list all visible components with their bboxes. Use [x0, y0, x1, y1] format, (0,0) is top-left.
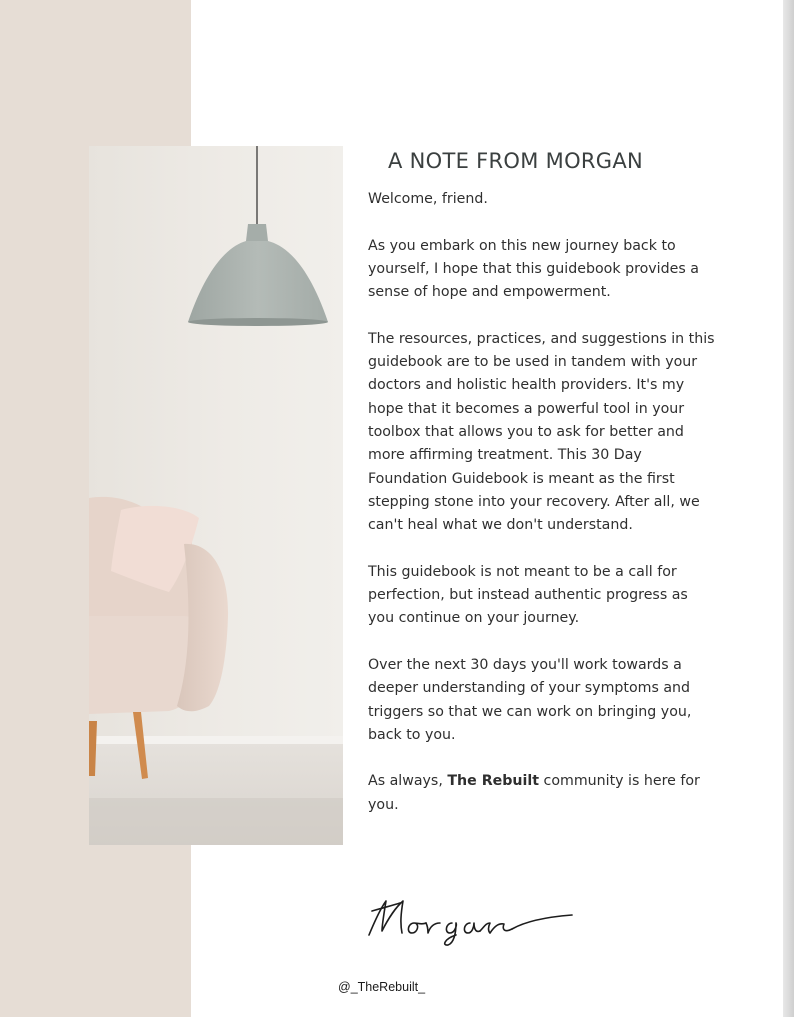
paragraph-next-30-days: Over the next 30 days you'll work towards a deeper understanding of your symptoms and triggers so that we can work on bringing you, back to you. — [368, 656, 692, 743]
closing-text-before: As always, — [368, 773, 448, 790]
closing-paragraph — [368, 770, 718, 817]
page-title: A NOTE FROM MORGAN — [388, 149, 644, 173]
handwritten-signature — [366, 893, 580, 947]
paragraph-progress: This guidebook is not meant to be a call for perfection, but instead authentic progress as you continue on your journey. — [368, 563, 688, 627]
greeting: Welcome, friend. — [368, 191, 488, 207]
closing-text-after: community is here for you. — [368, 773, 700, 813]
letter-body — [368, 188, 718, 840]
interior-photo — [89, 146, 343, 845]
brand-name: The Rebuilt — [447, 773, 540, 790]
paragraph-resources: The resources, practices, and suggestions in this guidebook are to be used in tandem with your doctors and holistic health providers. It's my hope that it becomes a powerful tool in your toolbox that allows you to ask for better and more affirming treatment. This 30 Day Foundation Guidebook is meant as the first stepping stone into your recovery. After all, we can't heal what we don't understand. — [368, 330, 715, 534]
page-edge-shadow — [783, 0, 794, 1017]
social-handle: @_TheRebuilt_ — [338, 980, 426, 994]
paragraph-journey: As you embark on this new journey back to yourself, I hope that this guidebook provides a sense of hope and empowerment. — [368, 237, 699, 301]
